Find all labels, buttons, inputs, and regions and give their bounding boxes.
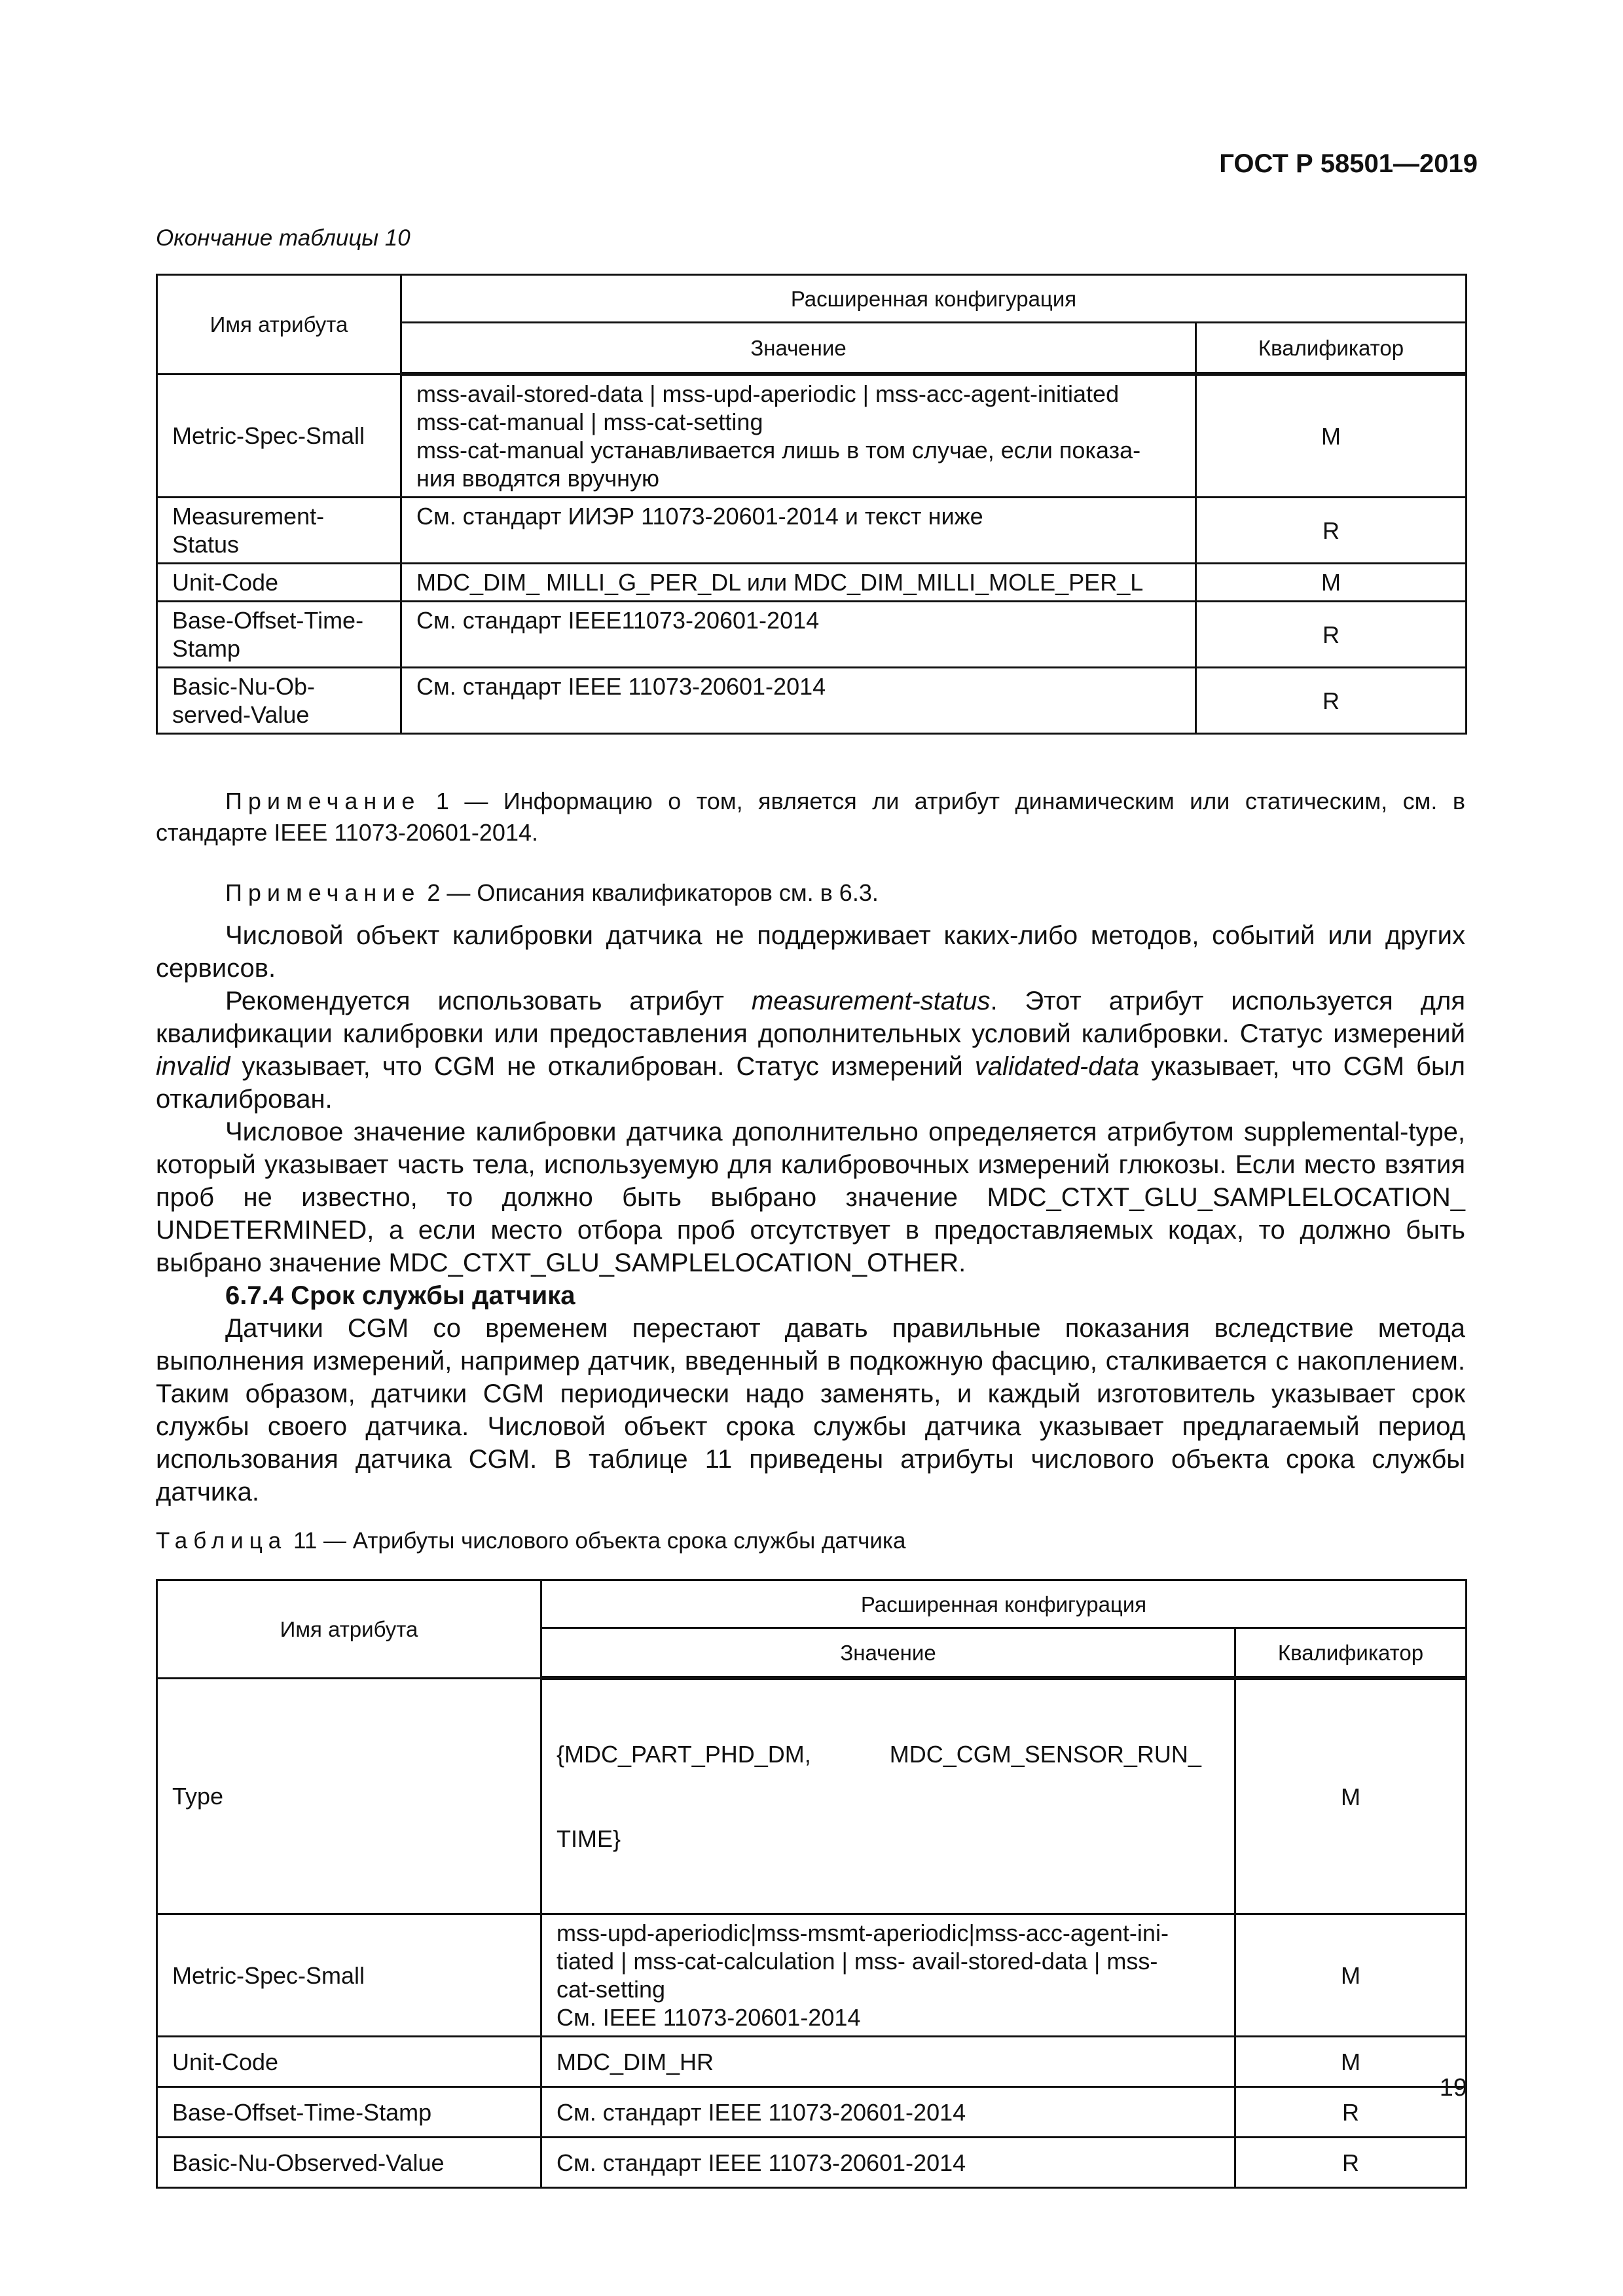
attribute-name	[157, 602, 401, 668]
attribute-value	[541, 1914, 1235, 2037]
attribute-value: См. стандарт IEEE11073-20601-2014	[401, 602, 1196, 668]
header-qualifier: Квалификатор	[1235, 1628, 1467, 1679]
header-qualifier: Квалификатор	[1196, 323, 1467, 374]
table-row	[157, 1678, 1467, 1914]
qualifier: R	[1235, 2138, 1467, 2188]
term-validated-data: validated-data	[974, 1052, 1140, 1081]
table-row	[157, 498, 1467, 564]
attribute-name: Unit-Code	[157, 564, 401, 602]
attribute-value: См. стандарт IEEE 11073-20601-2014	[401, 668, 1196, 734]
value-line: cat-setting	[556, 1976, 666, 2003]
attribute-name: Metric-Spec-Small	[157, 1914, 541, 2037]
body-text	[156, 919, 1465, 1508]
value-line: mss-upd-aperiodic|mss-msmt-aperiodic|mss-acc-agent-ini-	[556, 1920, 1169, 1946]
header-value: Значение	[401, 323, 1196, 374]
paragraph: Датчики CGM со временем перестают давать правильные показания вследствие метода выполнения измерений, например датчик, введенный в подкожную фасцию, сталкивается с накоплением. Таким образом, датчики CGM периодически надо заменять, и каждый изготовитель указывает срок службы своего датчика. Числовой объект срока службы датчика указывает предлагаемый период использования датчика CGM. В таблице 11 приведены атрибуты числового объекта срока службы датчика.	[156, 1314, 1465, 1506]
attribute-value: См. стандарт ИИЭР 11073-20601-2014 и текст ниже	[401, 498, 1196, 564]
value-line: tiated | mss-cat-calculation | mss- avail-stored-data | mss-	[556, 1948, 1158, 1975]
note-1	[156, 786, 1465, 848]
qualifier: M	[1196, 374, 1467, 498]
note-label: Примечание	[225, 788, 421, 814]
qualifier: M	[1235, 1914, 1467, 2037]
table-label: Таблица	[156, 1528, 287, 1554]
attribute-value: См. стандарт IEEE 11073-20601-2014	[541, 2138, 1235, 2188]
qualifier: R	[1196, 668, 1467, 734]
table-11-caption	[156, 1528, 905, 1554]
note-2	[156, 877, 1465, 909]
qualifier: R	[1196, 602, 1467, 668]
attribute-name: Basic-Nu-Observed-Value	[157, 2138, 541, 2188]
value-line: См. IEEE 11073-20601-2014	[556, 2004, 861, 2031]
name-line: served-Value	[172, 701, 310, 728]
value-line: {MDC_PART_PHD_DM, MDC_CGM_SENSOR_RUN_	[556, 1741, 1201, 1768]
header-attribute-name: Имя атрибута	[157, 1580, 541, 1679]
qualifier: R	[1196, 498, 1467, 564]
attribute-name	[157, 668, 401, 734]
note-text: — Информацию о том, является ли атрибут динамическим или статическим, см. в стандарте IEEE 11073-20601-2014.	[156, 788, 1465, 846]
value-line: mss-cat-manual устанавливается лишь в том случае, если показа-	[416, 437, 1141, 464]
note-label: Примечание	[225, 879, 421, 906]
qualifier: M	[1196, 564, 1467, 602]
table-10	[156, 274, 1467, 735]
page-number: 19	[1439, 2074, 1467, 2102]
qualifier: R	[1235, 2087, 1467, 2138]
value-line: mss-cat-manual | mss-cat-setting	[416, 409, 763, 435]
section-heading: 6.7.4 Срок службы датчика	[225, 1281, 575, 1310]
attribute-value: См. стандарт IEEE 11073-20601-2014	[541, 2087, 1235, 2138]
name-line: Stamp	[172, 635, 241, 662]
table-row	[157, 2037, 1467, 2087]
name-line: Measurement-	[172, 503, 325, 530]
attribute-name: Unit-Code	[157, 2037, 541, 2087]
name-line: Status	[172, 531, 240, 558]
table-number: 11	[293, 1528, 318, 1554]
table-row	[157, 2138, 1467, 2188]
attribute-name: Metric-Spec-Small	[157, 374, 401, 498]
attribute-value: MDC_DIM_ MILLI_G_PER_DL или MDC_DIM_MILLI_MOLE_PER_L	[401, 564, 1196, 602]
term-invalid: invalid	[156, 1052, 230, 1081]
standard-designation: ГОСТ Р 58501—2019	[1219, 149, 1478, 178]
note-number: 2	[427, 879, 441, 906]
header-extended-config: Расширенная конфигурация	[541, 1580, 1467, 1628]
table-row	[157, 602, 1467, 668]
header-extended-config: Расширенная конфигурация	[401, 275, 1467, 323]
paragraph: Числовое значение калибровки датчика дополнительно определяется атрибутом supplemental-type, который указывает часть тела, используемую для калибровочных измерений глюкозы. Если место взятия проб не известно, то должно быть выбрано значение MDC_CTXT_GLU_SAMPLELOCATION_ UNDETERMINED, а если место отбора проб отсутствует в предоставляемых кодах, то должно быть выбрано значение MDC_CTXT_GLU_SAMPLELOCATION_OTHER.	[156, 1118, 1465, 1277]
attribute-value	[401, 374, 1196, 498]
qualifier: M	[1235, 2037, 1467, 2087]
table-row	[157, 2087, 1467, 2138]
header-attribute-name: Имя атрибута	[157, 275, 401, 374]
table-title: — Атрибуты числового объекта срока службы датчика	[317, 1528, 906, 1554]
attribute-name: Base-Offset-Time-Stamp	[157, 2087, 541, 2138]
table-row	[157, 1914, 1467, 2037]
term-measurement-status: measurement-status	[751, 987, 991, 1015]
paragraph: Числовой объект калибровки датчика не поддерживает каких-либо методов, событий или других сервисов.	[156, 921, 1465, 983]
paragraph: Рекомендуется использовать атрибут measurement-status. Этот атрибут используется для квалификации калибровки или предоставления дополнительных условий калибровки. Статус измерений invalid указывает, что CGM не откалиброван. Статус измерений validated-data указывает, что CGM был откалиброван.	[156, 987, 1465, 1114]
qualifier: M	[1235, 1678, 1467, 1914]
header-value: Значение	[541, 1628, 1235, 1679]
table-row	[157, 668, 1467, 734]
table-11	[156, 1579, 1467, 2189]
note-text: — Описания квалификаторов см. в 6.3.	[440, 879, 879, 906]
table-10-continuation-caption: Окончание таблицы 10	[156, 225, 410, 251]
attribute-name	[157, 498, 401, 564]
attribute-value: MDC_DIM_HR	[541, 2037, 1235, 2087]
name-line: Base-Offset-Time-	[172, 607, 364, 634]
value-line: ния вводятся вручную	[416, 465, 660, 492]
value-line: TIME}	[556, 1825, 621, 1852]
table-row	[157, 374, 1467, 498]
table-row	[157, 564, 1467, 602]
name-line: Basic-Nu-Ob-	[172, 673, 316, 700]
attribute-name: Type	[157, 1678, 541, 1914]
value-line: mss-avail-stored-data | mss-upd-aperiodic | mss-acc-agent-initiated	[416, 380, 1120, 407]
note-number: 1	[435, 788, 449, 814]
attribute-value	[541, 1678, 1235, 1914]
